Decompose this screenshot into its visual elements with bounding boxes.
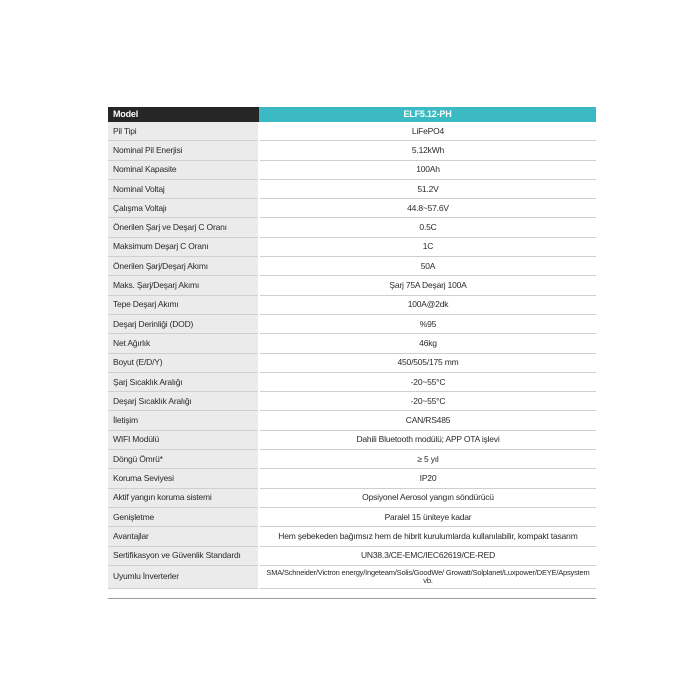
- table-row: [108, 450, 596, 469]
- table-row: [108, 141, 596, 160]
- spec-value: 5.12kWh: [259, 141, 596, 160]
- spec-value: 450/505/175 mm: [259, 353, 596, 372]
- spec-label: Koruma Seviyesi: [108, 469, 259, 488]
- table-row: [108, 392, 596, 411]
- spec-label: Döngü Ömrü*: [108, 450, 259, 469]
- spec-label: Avantajlar: [108, 527, 259, 546]
- table-row: [108, 276, 596, 295]
- table-row: [108, 122, 596, 141]
- spec-label: Boyut (E/D/Y): [108, 353, 259, 372]
- spec-label: Maksimum Deşarj C Oranı: [108, 237, 259, 256]
- spec-label: Deşarj Derinliği (DOD): [108, 314, 259, 333]
- spec-value: Paralel 15 üniteye kadar: [259, 507, 596, 526]
- spec-value: 1C: [259, 237, 596, 256]
- spec-value: Opsiyonel Aerosol yangın söndürücü: [259, 488, 596, 507]
- spec-label: Nominal Pil Enerjisi: [108, 141, 259, 160]
- spec-label: Önerilen Şarj/Deşarj Akımı: [108, 257, 259, 276]
- spec-label: Önerilen Şarj ve Deşarj C Oranı: [108, 218, 259, 237]
- spec-label: Çalışma Voltajı: [108, 199, 259, 218]
- table-row: [108, 179, 596, 198]
- table-row: [108, 334, 596, 353]
- spec-value: SMA/Schneider/Victron energy/Ingeteam/Solis/GoodWe/ Growatt/Solplanet/Luxpower/DEYE/Apsystem vb.: [259, 565, 596, 588]
- spec-label: Uyumlu İnverterler: [108, 565, 259, 588]
- table-row: [108, 469, 596, 488]
- spec-value: Hem şebekeden bağımsız hem de hibrit kurulumlarda kullanılabilir, kompakt tasarım: [259, 527, 596, 546]
- spec-value: -20~55°C: [259, 392, 596, 411]
- spec-label: Net Ağırlık: [108, 334, 259, 353]
- spec-label: Maks. Şarj/Deşarj Akımı: [108, 276, 259, 295]
- spec-value: ≥ 5 yıl: [259, 450, 596, 469]
- spec-value: Şarj 75A Deşarj 100A: [259, 276, 596, 295]
- table-row: [108, 237, 596, 256]
- spec-value: 100Ah: [259, 160, 596, 179]
- spec-value: %95: [259, 314, 596, 333]
- table-row: [108, 218, 596, 237]
- spec-label: Genişletme: [108, 507, 259, 526]
- spec-label: Tepe Deşarj Akımı: [108, 295, 259, 314]
- table-row: [108, 488, 596, 507]
- table-bottom-rule: [108, 598, 596, 599]
- spec-label: Nominal Kapasite: [108, 160, 259, 179]
- spec-value: UN38.3/CE-EMC/IEC62619/CE-RED: [259, 546, 596, 565]
- spec-value: 50A: [259, 257, 596, 276]
- spec-value: IP20: [259, 469, 596, 488]
- spec-value: 46kg: [259, 334, 596, 353]
- table-row: [108, 199, 596, 218]
- spec-value: 51.2V: [259, 179, 596, 198]
- spec-value: LiFePO4: [259, 122, 596, 141]
- table-row: [108, 411, 596, 430]
- spec-value: Dahili Bluetooth modülü; APP OTA işlevi: [259, 430, 596, 449]
- spec-value: 100A@2dk: [259, 295, 596, 314]
- table-row: [108, 546, 596, 565]
- header-model-value: ELF5.12-PH: [259, 107, 596, 122]
- spec-label: Sertifikasyon ve Güvenlik Standardı: [108, 546, 259, 565]
- spec-value: 44.8~57.6V: [259, 199, 596, 218]
- table-row: [108, 507, 596, 526]
- table-row: [108, 314, 596, 333]
- spec-label: Nominal Voltaj: [108, 179, 259, 198]
- spec-label: İletişim: [108, 411, 259, 430]
- table-row: [108, 527, 596, 546]
- spec-label: Aktif yangın koruma sistemi: [108, 488, 259, 507]
- table-row: [108, 160, 596, 179]
- header-label: Model: [108, 107, 259, 122]
- spec-value: CAN/RS485: [259, 411, 596, 430]
- spec-table: [108, 107, 596, 589]
- table-row: [108, 295, 596, 314]
- table-row: [108, 430, 596, 449]
- table-row: [108, 257, 596, 276]
- spec-value: 0.5C: [259, 218, 596, 237]
- spec-label: Pil Tipi: [108, 122, 259, 141]
- spec-value: -20~55°C: [259, 372, 596, 391]
- spec-label: Deşarj Sıcaklık Aralığı: [108, 392, 259, 411]
- table-row: [108, 565, 596, 588]
- table-row: [108, 372, 596, 391]
- table-header-row: [108, 107, 596, 122]
- spec-label: Şarj Sıcaklık Aralığı: [108, 372, 259, 391]
- table-row: [108, 353, 596, 372]
- spec-label: WIFI Modülü: [108, 430, 259, 449]
